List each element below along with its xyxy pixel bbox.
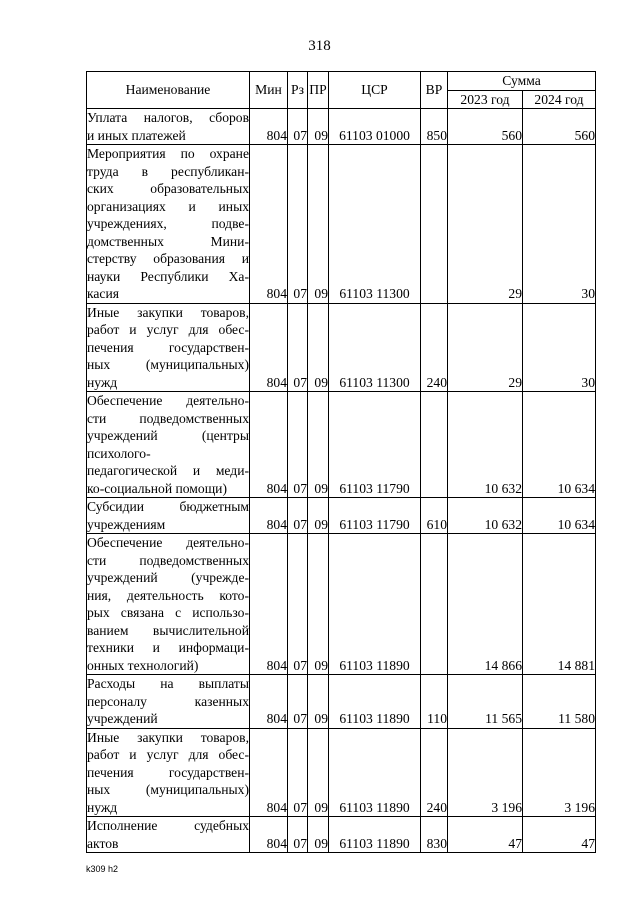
row-pr: 09 [308, 534, 329, 675]
header-min: Мин [250, 72, 288, 109]
row-rz: 07 [288, 392, 308, 498]
row-name-line: ных (муниципальных) [87, 782, 249, 797]
table-row [87, 534, 596, 675]
row-name [87, 817, 250, 853]
row-min: 804 [250, 675, 288, 729]
row-rz: 07 [288, 145, 308, 304]
row-sum-2023: 3 196 [448, 728, 523, 817]
row-pr: 09 [308, 498, 329, 534]
row-name-line: печения государствен- [87, 764, 249, 780]
row-name-line: Субсидии бюджетным [87, 499, 249, 514]
header-pr: ПР [308, 72, 329, 109]
row-sum-2024: 10 634 [523, 392, 596, 498]
row-name-line: ных (муниципальных) [87, 357, 249, 372]
row-name-line: учреждений (центры [87, 428, 249, 443]
row-csr: 61103 11300 [329, 303, 421, 392]
row-name-line: Обеспечение деятельно- [87, 393, 249, 408]
table-row [87, 728, 596, 817]
row-pr: 09 [308, 109, 329, 145]
row-pr: 09 [308, 817, 329, 853]
row-sum-2024: 30 [523, 303, 596, 392]
row-min: 804 [250, 817, 288, 853]
row-sum-2023: 47 [448, 817, 523, 853]
row-name-line: Мероприятия по охране [87, 146, 249, 161]
row-rz: 07 [288, 303, 308, 392]
header-vr: ВР [421, 72, 448, 109]
row-name-line: сти подведомственных [87, 552, 249, 568]
row-sum-2023: 29 [448, 145, 523, 304]
row-name-line: техники и информаци- [87, 640, 249, 655]
row-pr: 09 [308, 303, 329, 392]
table-row [87, 109, 596, 145]
row-min: 804 [250, 534, 288, 675]
budget-table [86, 71, 596, 853]
row-name-line: нужд [87, 374, 118, 390]
row-csr: 61103 11890 [329, 817, 421, 853]
row-name [87, 675, 250, 729]
row-name-line: учреждений [87, 711, 158, 726]
row-csr: 61103 11790 [329, 392, 421, 498]
row-name-line: домственных Мини- [87, 233, 249, 249]
table-row [87, 675, 596, 729]
header-sum: Сумма [448, 72, 596, 91]
table-row [87, 392, 596, 498]
row-vr: 850 [421, 109, 448, 145]
header-name: Наименование [87, 72, 250, 109]
table-row [87, 817, 596, 853]
row-name-line: психолого- [87, 445, 151, 461]
row-name [87, 534, 250, 675]
row-name [87, 145, 250, 304]
row-sum-2024: 3 196 [523, 728, 596, 817]
row-name-line: Расходы на выплаты [87, 676, 249, 691]
row-sum-2023: 14 866 [448, 534, 523, 675]
row-name [87, 498, 250, 534]
row-name-line: ко-социальной помощи) [87, 480, 227, 496]
row-sum-2023: 11 565 [448, 675, 523, 729]
row-rz: 07 [288, 817, 308, 853]
row-vr: 240 [421, 303, 448, 392]
row-name-line: персоналу казенных [87, 693, 249, 709]
row-min: 804 [250, 303, 288, 392]
row-sum-2023: 560 [448, 109, 523, 145]
row-name-line: педагогической и меди- [87, 463, 249, 478]
row-pr: 09 [308, 675, 329, 729]
row-name-line: учреждениях, подве- [87, 216, 249, 231]
row-name-line: нужд [87, 799, 118, 815]
row-min: 804 [250, 109, 288, 145]
row-name-line: стерству образования и [87, 251, 249, 266]
page-number: 318 [308, 38, 331, 54]
row-sum-2023: 29 [448, 303, 523, 392]
row-min: 804 [250, 145, 288, 304]
row-name-line: Иные закупки товаров, [87, 304, 249, 320]
row-name-line: труда в республикан- [87, 163, 249, 179]
row-name-line: онных технологий) [87, 657, 199, 673]
row-name-line: сти подведомственных [87, 410, 249, 426]
row-pr: 09 [308, 145, 329, 304]
row-name-line: работ и услуг для обес- [87, 747, 249, 762]
row-vr: 610 [421, 498, 448, 534]
row-vr [421, 392, 448, 498]
row-vr: 830 [421, 817, 448, 853]
row-vr [421, 145, 448, 304]
row-name-line: работ и услуг для обес- [87, 322, 249, 337]
row-name [87, 728, 250, 817]
row-sum-2024: 30 [523, 145, 596, 304]
row-name-line: учреждений (учрежде- [87, 570, 249, 585]
row-pr: 09 [308, 392, 329, 498]
footer-code: k309 h2 [86, 864, 119, 874]
row-min: 804 [250, 498, 288, 534]
row-sum-2023: 10 632 [448, 392, 523, 498]
row-rz: 07 [288, 675, 308, 729]
row-name-line: ния, деятельность кото- [87, 587, 249, 603]
row-sum-2024: 10 634 [523, 498, 596, 534]
header-csr: ЦСР [329, 72, 421, 109]
row-rz: 07 [288, 728, 308, 817]
row-name-line: ских образовательных [87, 181, 249, 196]
row-sum-2024: 47 [523, 817, 596, 853]
row-sum-2024: 14 881 [523, 534, 596, 675]
row-csr: 61103 11890 [329, 675, 421, 729]
row-min: 804 [250, 392, 288, 498]
row-name-line: Обеспечение деятельно- [87, 535, 249, 550]
row-name [87, 109, 250, 145]
row-vr [421, 534, 448, 675]
row-name-line: ванием вычислительной [87, 622, 249, 638]
row-vr: 240 [421, 728, 448, 817]
row-csr: 61103 11790 [329, 498, 421, 534]
row-name-line: Уплата налогов, сборов [87, 110, 249, 125]
row-rz: 07 [288, 534, 308, 675]
row-csr: 61103 11300 [329, 145, 421, 304]
table-row [87, 303, 596, 392]
row-sum-2023: 10 632 [448, 498, 523, 534]
row-name [87, 392, 250, 498]
row-min: 804 [250, 728, 288, 817]
row-pr: 09 [308, 728, 329, 817]
row-name [87, 303, 250, 392]
row-sum-2024: 11 580 [523, 675, 596, 729]
row-name-line: печения государствен- [87, 339, 249, 355]
row-name-line: Исполнение судебных [87, 818, 249, 833]
row-name-line: Иные закупки товаров, [87, 729, 249, 745]
row-name-line: науки Республики Ха- [87, 268, 249, 284]
row-csr: 61103 01000 [329, 109, 421, 145]
row-name-line: учреждениям [87, 516, 166, 532]
row-name-line: касия [87, 286, 119, 301]
row-rz: 07 [288, 498, 308, 534]
header-year-2023: 2023 год [448, 90, 523, 109]
row-name-line: организациях и иных [87, 198, 249, 214]
row-csr: 61103 11890 [329, 728, 421, 817]
row-rz: 07 [288, 109, 308, 145]
table-row [87, 145, 596, 304]
row-name-line: рых связана с использо- [87, 605, 249, 620]
row-name-line: и иных платежей [87, 127, 186, 143]
header-year-2024: 2024 год [523, 90, 596, 109]
row-name-line: актов [87, 835, 119, 851]
header-rz: Рз [288, 72, 308, 109]
row-vr: 110 [421, 675, 448, 729]
table-row [87, 498, 596, 534]
row-csr: 61103 11890 [329, 534, 421, 675]
row-sum-2024: 560 [523, 109, 596, 145]
